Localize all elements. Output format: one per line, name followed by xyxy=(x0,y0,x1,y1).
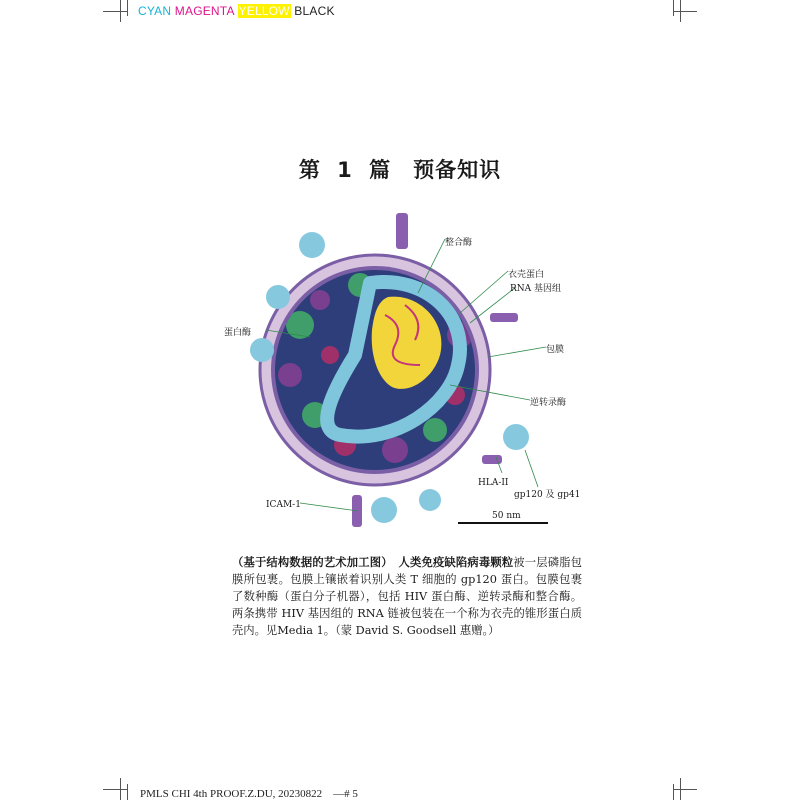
crop-mark-br-v2 xyxy=(673,784,674,800)
label-integrase: 整合酶 xyxy=(445,238,473,248)
crop-mark-bl-v2 xyxy=(127,784,128,800)
figure-caption xyxy=(232,554,582,639)
reg-cyan: CYAN xyxy=(138,4,172,18)
reg-yellow: YELLOW xyxy=(238,4,290,18)
page-title: 第 1 篇 预备知识 xyxy=(298,158,502,182)
caption-body: 被一层磷脂包膜所包裹。包膜上镶嵌着识别人类 T 细胞的 gp120 蛋白。包膜包裹了数种酶（蛋白分子机器），包括 HIV 蛋白酶、逆转录酶和整合酶。两条携带 HIV 基因组的 RNA 链被包装在一个称为衣壳的锥形蛋白质壳内。见Media 1。（蒙 David S. Goodsell 惠赠。） xyxy=(232,556,582,637)
reg-magenta: MAGENTA xyxy=(174,4,234,18)
label-gp: gp120 及 gp41 xyxy=(514,490,581,500)
label-hla: HLA-II xyxy=(478,478,509,488)
crop-mark-tl-v2 xyxy=(127,0,128,16)
color-registration xyxy=(138,4,335,18)
reg-black: BLACK xyxy=(294,4,335,18)
label-protease: 蛋白酶 xyxy=(224,328,252,338)
label-icam: ICAM-1 xyxy=(266,500,301,510)
label-envelope: 包膜 xyxy=(546,345,565,355)
crop-mark-tl-h xyxy=(103,11,127,12)
proof-footer: PMLS CHI 4th PROOF.Z.DU, 20230822 —# 5 xyxy=(140,788,358,800)
label-reverse-transcriptase: 逆转录酶 xyxy=(530,398,567,408)
caption-lead: （基于结构数据的艺术加工图） 人类免疫缺陷病毒颗粒 xyxy=(232,556,514,569)
label-rna-genome: RNA 基因组 xyxy=(510,284,562,294)
hiv-virion-figure xyxy=(220,205,600,535)
crop-mark-tr-h xyxy=(673,11,697,12)
crop-mark-bl-h xyxy=(103,789,127,790)
crop-mark-br-h xyxy=(673,789,697,790)
scale-bar-label: 50 nm xyxy=(492,511,521,521)
label-capsid: 衣壳蛋白 xyxy=(508,270,545,280)
crop-mark-tr-v2 xyxy=(673,0,674,16)
